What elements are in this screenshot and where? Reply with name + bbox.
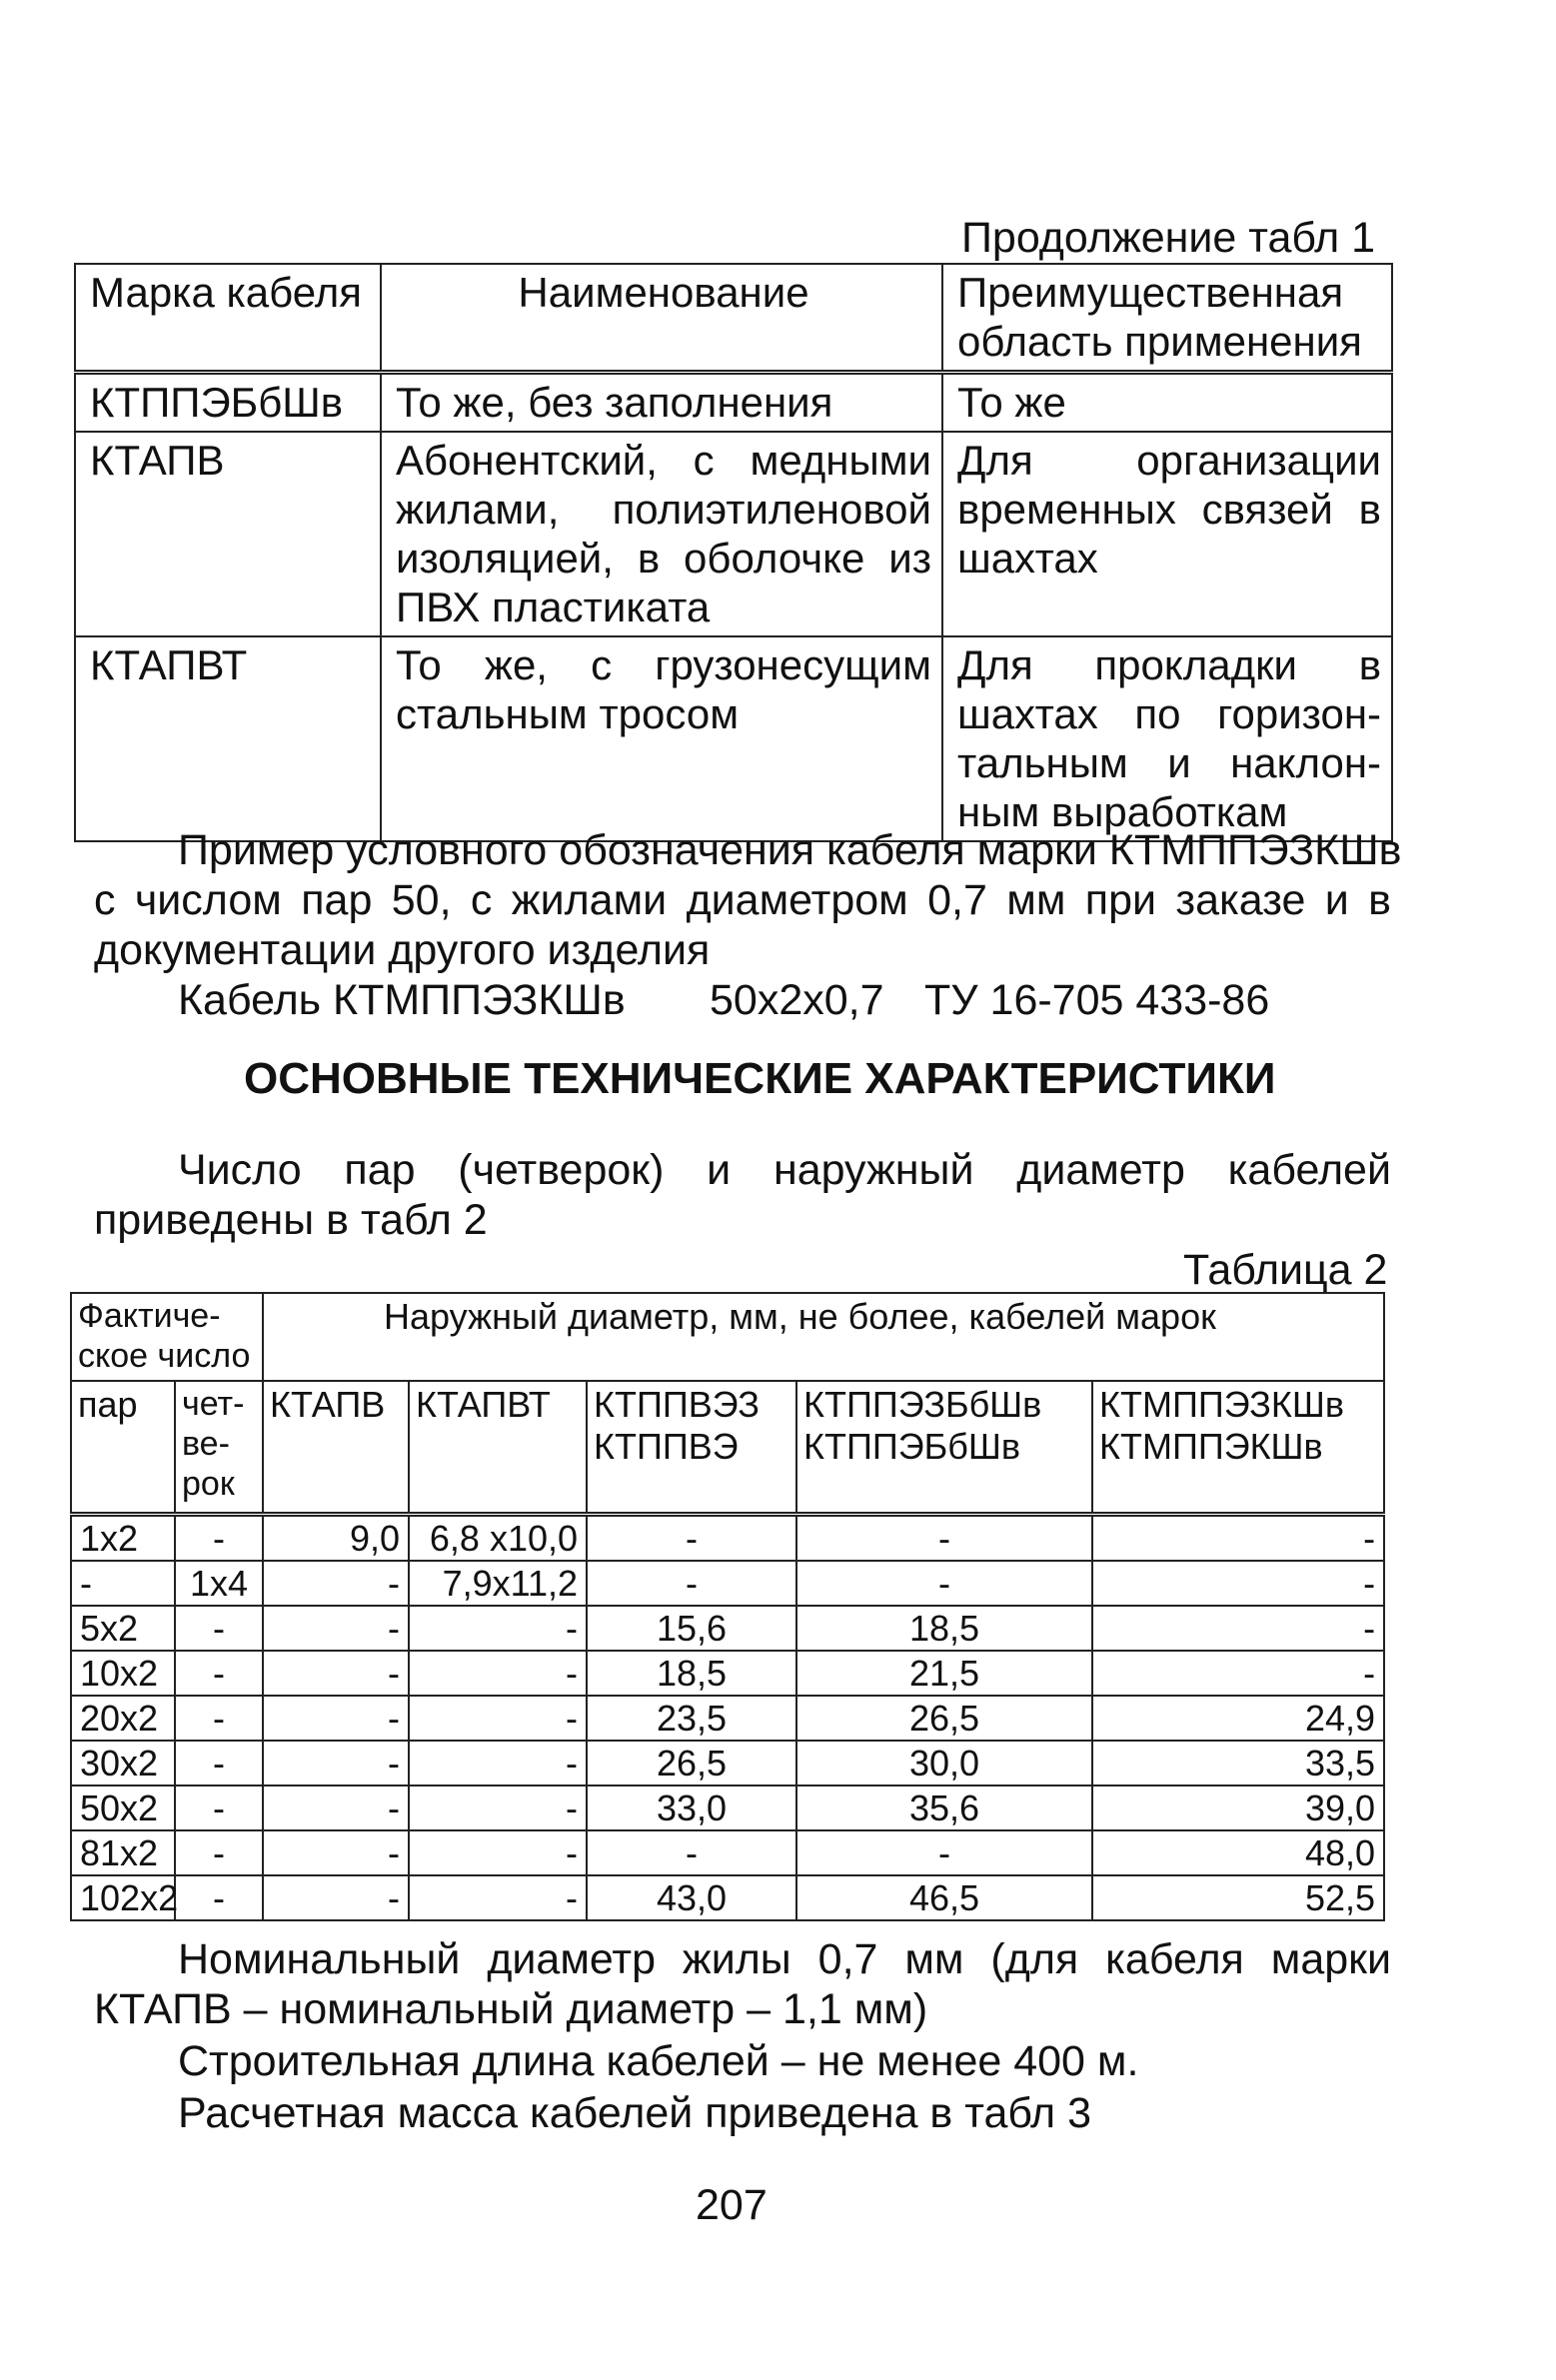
table2-cell-ktmppezkshv: 33,5 bbox=[1092, 1741, 1384, 1785]
table-row bbox=[71, 1785, 1384, 1830]
example-line-3: документации другого изделия bbox=[94, 926, 711, 974]
table2-cell-ktmppezkshv: - bbox=[1092, 1515, 1384, 1562]
table2-header-ktmppezkshv: КТМППЭЗКШв КТМППЭКШв bbox=[1092, 1381, 1384, 1515]
table1-header-name: Наименование bbox=[381, 264, 942, 373]
table1-cell-name: Абонентский, с медными жилами, полиэтиленовой изоляцией, в оболочке из ПВХ пластиката bbox=[381, 432, 942, 636]
table2-cell-ktapvt: - bbox=[409, 1696, 587, 1741]
table2-header-pairs: пар bbox=[71, 1381, 175, 1515]
section-title: ОСНОВНЫЕ ТЕХНИЧЕСКИЕ ХАРАКТЕРИСТИКИ bbox=[244, 1054, 1276, 1103]
table1-cell-area: Для прокладки в шахтах по горизон-тальным и наклон-ным выработкам bbox=[942, 636, 1392, 841]
table-row bbox=[75, 636, 1392, 841]
table2-cell-ktapvt: 7,9х11,2 bbox=[409, 1561, 587, 1606]
table1-header-area: Преимущественная область применения bbox=[942, 264, 1392, 373]
table2-cell-quads: - bbox=[175, 1830, 263, 1875]
designation-standard: ТУ 16-705 433-86 bbox=[924, 976, 1270, 1024]
table2-cell-pairs: 81х2 bbox=[71, 1830, 175, 1875]
table2-cell-ktppvez: - bbox=[587, 1515, 796, 1562]
designation-cable: Кабель КТМППЭЗКШв bbox=[178, 976, 626, 1024]
table2-cell-ktppezbbshv: - bbox=[796, 1561, 1092, 1606]
table2-cell-ktapvt: - bbox=[409, 1830, 587, 1875]
table2-cell-pairs: 5х2 bbox=[71, 1606, 175, 1651]
table2-header-ktppvez: КТППВЭЗ КТППВЭ bbox=[587, 1381, 796, 1515]
table2-cell-ktmppezkshv: 52,5 bbox=[1092, 1875, 1384, 1920]
table2-cell-pairs: 10х2 bbox=[71, 1651, 175, 1696]
table2-cell-quads: - bbox=[175, 1785, 263, 1830]
table2-cell-ktppvez: 23,5 bbox=[587, 1696, 796, 1741]
table2-cell-ktapv: - bbox=[263, 1606, 409, 1651]
notes-line-4: Расчетная масса кабелей приведена в табл 3 bbox=[178, 2089, 1092, 2137]
table2-header-ktppezbbshv: КТППЭЗБбШв КТППЭБбШв bbox=[796, 1381, 1092, 1515]
table1-cell-area: То же bbox=[942, 373, 1392, 433]
table2-cell-ktppezbbshv: 46,5 bbox=[796, 1875, 1092, 1920]
table2-cell-quads: - bbox=[175, 1651, 263, 1696]
table2-cell-ktmppezkshv: - bbox=[1092, 1606, 1384, 1651]
table2-cell-ktmppezkshv: - bbox=[1092, 1561, 1384, 1606]
table1-cell-name: То же, без заполнения bbox=[381, 373, 942, 433]
table2-group-header-row bbox=[71, 1293, 1384, 1381]
table2-cell-quads: - bbox=[175, 1515, 263, 1562]
table2-cell-ktapv: - bbox=[263, 1651, 409, 1696]
table2-header-ktapv: КТАПВ bbox=[263, 1381, 409, 1515]
table2-cell-pairs: 102х2 bbox=[71, 1875, 175, 1920]
table2-body bbox=[71, 1515, 1384, 1921]
table2-cell-pairs: 30х2 bbox=[71, 1741, 175, 1785]
table2-cell-ktapv: 9,0 bbox=[263, 1515, 409, 1562]
notes-line-2: КТАПВ – номинальный диаметр – 1,1 мм) bbox=[94, 1985, 928, 2033]
table2-cell-ktppezbbshv: 30,0 bbox=[796, 1741, 1092, 1785]
table-1 bbox=[74, 263, 1393, 842]
table2-cell-quads: - bbox=[175, 1875, 263, 1920]
table-row bbox=[71, 1830, 1384, 1875]
table-row bbox=[71, 1606, 1384, 1651]
table2-cell-ktapvt: - bbox=[409, 1651, 587, 1696]
table2-cell-ktapvt: - bbox=[409, 1875, 587, 1920]
table2-cell-ktppvez: - bbox=[587, 1561, 796, 1606]
table2-cell-ktapvt: - bbox=[409, 1785, 587, 1830]
notes-line-3: Строительная длина кабелей – не менее 400 м. bbox=[178, 2037, 1139, 2085]
notes-line-1: Номинальный диаметр жилы 0,7 мм (для кабеля марки bbox=[178, 1935, 1391, 1983]
table2-cell-ktmppezkshv: 24,9 bbox=[1092, 1696, 1384, 1741]
table1-cell-area: Для организации временных связей в шахтах bbox=[942, 432, 1392, 636]
table2-cell-ktppvez: 18,5 bbox=[587, 1651, 796, 1696]
example-line-1: Пример условного обозначения кабеля марки КТМППЭЗКШв bbox=[178, 826, 1402, 874]
table-row bbox=[75, 373, 1392, 433]
table-row bbox=[71, 1875, 1384, 1920]
table-row bbox=[71, 1741, 1384, 1785]
table2-cell-ktapv: - bbox=[263, 1561, 409, 1606]
table2-cell-ktppezbbshv: 21,5 bbox=[796, 1651, 1092, 1696]
table2-cell-pairs: 50х2 bbox=[71, 1785, 175, 1830]
table2-cell-ktppezbbshv: 18,5 bbox=[796, 1606, 1092, 1651]
table2-cell-ktapv: - bbox=[263, 1875, 409, 1920]
table2-cell-quads: 1х4 bbox=[175, 1561, 263, 1606]
page-number: 207 bbox=[696, 2181, 768, 2229]
table2-cell-ktppvez: - bbox=[587, 1830, 796, 1875]
table2-cell-ktppezbbshv: - bbox=[796, 1515, 1092, 1562]
table2-cell-ktppezbbshv: 35,6 bbox=[796, 1785, 1092, 1830]
table2-cell-quads: - bbox=[175, 1606, 263, 1651]
table2-sub-header-row bbox=[71, 1381, 1384, 1515]
table1-cell-mark: КТАПВ bbox=[75, 432, 381, 636]
table-2 bbox=[70, 1292, 1385, 1921]
table2-cell-ktppvez: 33,0 bbox=[587, 1785, 796, 1830]
table-row bbox=[71, 1515, 1384, 1562]
table2-cell-ktppvez: 15,6 bbox=[587, 1606, 796, 1651]
table2-cell-pairs: - bbox=[71, 1561, 175, 1606]
table-row bbox=[71, 1651, 1384, 1696]
table2-header-outer-diameter: Наружный диаметр, мм, не более, кабелей марок bbox=[263, 1293, 1384, 1381]
table2-header-actual-count: Фактиче-ское число bbox=[71, 1293, 263, 1381]
table2-cell-ktppvez: 43,0 bbox=[587, 1875, 796, 1920]
table2-cell-ktapvt: 6,8 х10,0 bbox=[409, 1515, 587, 1562]
table-row bbox=[71, 1696, 1384, 1741]
table2-cell-ktapv: - bbox=[263, 1830, 409, 1875]
table2-cell-ktppvez: 26,5 bbox=[587, 1741, 796, 1785]
table2-cell-ktppezbbshv: - bbox=[796, 1830, 1092, 1875]
table2-cell-ktapv: - bbox=[263, 1696, 409, 1741]
intro-line-1: Число пар (четверок) и наружный диаметр кабелей bbox=[178, 1146, 1391, 1194]
table2-cell-pairs: 20х2 bbox=[71, 1696, 175, 1741]
table2-cell-quads: - bbox=[175, 1741, 263, 1785]
table-row bbox=[75, 432, 1392, 636]
table2-header-ktapvt: КТАПВТ bbox=[409, 1381, 587, 1515]
table1-cell-mark: КТАПВТ bbox=[75, 636, 381, 841]
table2-cell-ktmppezkshv: 39,0 bbox=[1092, 1785, 1384, 1830]
table2-cell-ktapvt: - bbox=[409, 1741, 587, 1785]
table2-header-quads: чет-ве-рок bbox=[175, 1381, 263, 1515]
table1-header-mark: Марка кабеля bbox=[75, 264, 381, 373]
designation-size: 50х2х0,7 bbox=[710, 976, 884, 1024]
table1-header-row bbox=[75, 264, 1392, 373]
table2-cell-ktapv: - bbox=[263, 1741, 409, 1785]
table2-cell-quads: - bbox=[175, 1696, 263, 1741]
table2-cell-ktmppezkshv: - bbox=[1092, 1651, 1384, 1696]
example-line-2: с числом пар 50, с жилами диаметром 0,7 мм при заказе и в bbox=[94, 876, 1391, 924]
intro-line-2: приведены в табл 2 bbox=[94, 1196, 488, 1244]
table1-caption: Продолжение табл 1 bbox=[961, 214, 1376, 262]
table2-cell-ktapv: - bbox=[263, 1785, 409, 1830]
table2-cell-ktapvt: - bbox=[409, 1606, 587, 1651]
table-row bbox=[71, 1561, 1384, 1606]
table2-caption: Таблица 2 bbox=[1183, 1246, 1388, 1294]
table1-cell-name: То же, с грузонесущим стальным тросом bbox=[381, 636, 942, 841]
table2-cell-pairs: 1х2 bbox=[71, 1515, 175, 1562]
table2-cell-ktppezbbshv: 26,5 bbox=[796, 1696, 1092, 1741]
table2-cell-ktmppezkshv: 48,0 bbox=[1092, 1830, 1384, 1875]
table1-cell-mark: КТППЭБбШв bbox=[75, 373, 381, 433]
